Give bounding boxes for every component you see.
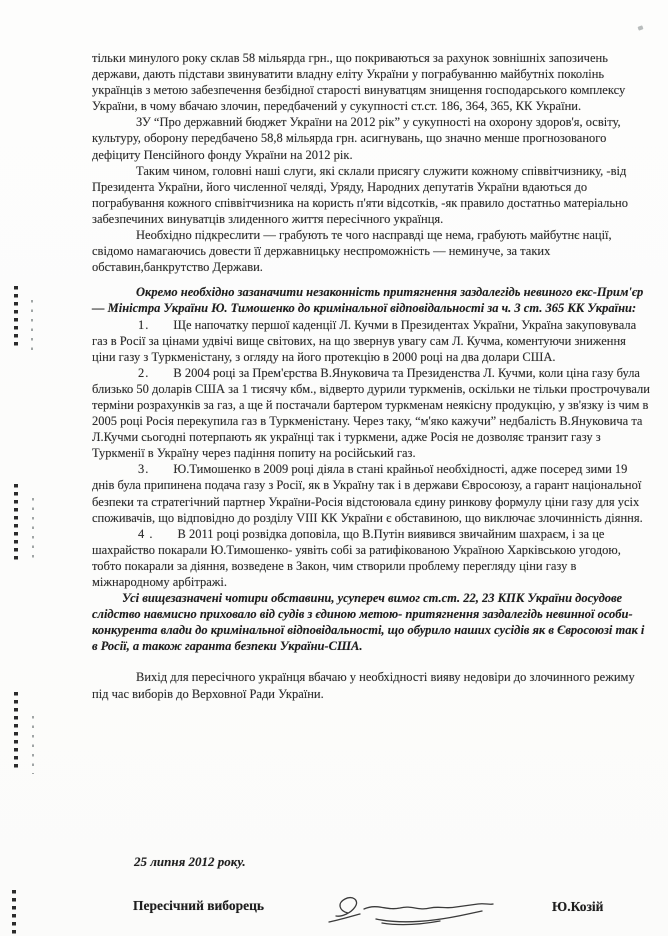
numbered-item-1 (92, 317, 652, 365)
binding-marks (14, 286, 18, 348)
signature-scribble (312, 886, 522, 930)
document-body (92, 50, 652, 702)
binding-marks (12, 890, 16, 936)
item-number: 2. (138, 365, 150, 380)
paragraph-state-budget: ЗУ “Про державний бюджет України на 2012 рік” у сукупності на охорону здоров'я, освіту, культуру, оборону передбачено 58,8 мільярда грн. асигнувань, що значно менше прогнозованого дефіциту Пенсійного фонду України на 2012 рік. (92, 115, 621, 162)
numbered-item-2 (92, 365, 652, 462)
item-number: 4 . (138, 526, 154, 541)
binding-marks-faint (31, 300, 33, 352)
paragraph-emphasis: Необхідно підкреслити — грабують те чого насправді ще нема, грабують майбутнє нації, свідомо намагаючись довести її державницьку неспроможність — неминуче, за таких обставин,банкрутство Держави. (92, 228, 612, 275)
binding-marks-faint (32, 498, 34, 560)
binding-marks (14, 692, 18, 770)
signer-name: Ю.Козій (552, 899, 604, 914)
item-number: 1. (138, 317, 150, 332)
paragraph-budget-deficit: тільки минулого року склав 58 мільярда грн., що покриваються за рахунок зовнішніх запозичень держави, дають підстави звинуватити владну еліту України у пограбуванню майбутніх поколінь українців з метою забезпечення безбідної старості винуватцям знищення господарського комплексу України, в чому вбачаю злочин, передбачений у сукупності ст.ст. 186, 364, 365, КК України. (92, 51, 626, 114)
date-line: 25 липня 2012 року. (134, 854, 246, 869)
item-text: Ю.Тимошенко в 2009 році діяла в стані крайньої необхідності, адже посеред зими 19 днів була припинена подача газу з Росії, як в Україну так і в держави Євросоюзу, а гарант національної безпеки та стратегічний партнер України-Росія відстоювала єдину ринкову формулу ціни газу для усіх споживачів, що відповідно до розділу VIII КК України є обставиною, що виключає злочинність діяння. (92, 462, 643, 525)
signer-role: Пересічний виборець (133, 898, 265, 913)
item-text: Ще напочатку першої каденції Л. Кучми в Президентах України, Україна закуповувала газ в Росії за цінами удвічі вище світових, на що звернув увагу сам Л. Кучма, коментуючи зниження ціни газу з Туркменістану, з огляду на його протекцію в 2000 році на два долари США. (92, 317, 637, 364)
numbered-item-3 (92, 461, 652, 525)
item-text: В 2004 році за Прем'єрства В.Януковича та Президенства Л. Кучми, коли ціна газу була близько 50 доларів США за 1 тисячу кбм., відверто дурили туркменів, оскільки не тільки прострочували терміни розрахунків за газ, а ще й постачали бартером туркменам неякісну продукцію, у зв'язку із чим в 2005 році Росія перекупила газ в Туркменістану. Через таку, “м'яко кажучи” недбалість В.Януковича та Л.Кучми сьогодні потерпають як українці так і туркмени, адже Росія не дозволяє транзит газу з Туркменії в Україну через падіння попиту на російський газ. (92, 365, 650, 461)
binding-marks-faint (32, 716, 34, 774)
numbered-item-4 (92, 526, 652, 590)
section-heading: Окремо необхідно зазаначити незаконність притягнення заздалегідь невиного екс-Прим'єр — Міністра України Ю. Тимошенко до кримінальної відповідальності за ч. 3 ст. 365 КК України: (92, 285, 644, 316)
final-paragraph: Вихід для пересічного українця вбачаю у необхідності вияву недовіри до злочинного режиму під час виборів до Верховної Ради України. (92, 670, 635, 701)
conclusion-paragraph: Усі вищезазначені чотири обставини, усупереч вимог ст.ст. 22, 23 КПК України досудове слідство навмисно приховало від судів з єдиною метою- притягнення заздалегідь невинної особи- конкурента влади до кримінальної відповідальності, що обурило наших сусідів як в Євросоюзі так і в Росії, а також гаранта безпеки України-США. (92, 591, 645, 654)
item-number: 3. (138, 462, 150, 477)
item-text: В 2011 році розвідка доповіла, що В.Путін виявився звичайним шахраєм, і за це шахрайство покарали Ю.Тимошенко- уявіть собі за ратифікованою Україною Харківською угодою, тобто покарали за діяння, возведене в Закон, чим створили проблему перегляду ціни газу в міжнародному арбітражі. (92, 526, 621, 589)
paragraph-servants: Таким чином, головні наші слуги, які склали присягу служити кожному співвітчизнику, -від Президента України, його численної челяді, Уряду, Народних депутатів України вдаються до пограбування кожного співвітчизника на користь п'яти відсотків, -як правило достатньо матеріально забезпечиних винуватців злиденного життя пересічного українця. (92, 163, 628, 226)
binding-marks (14, 484, 18, 562)
scan-speck (637, 25, 643, 30)
